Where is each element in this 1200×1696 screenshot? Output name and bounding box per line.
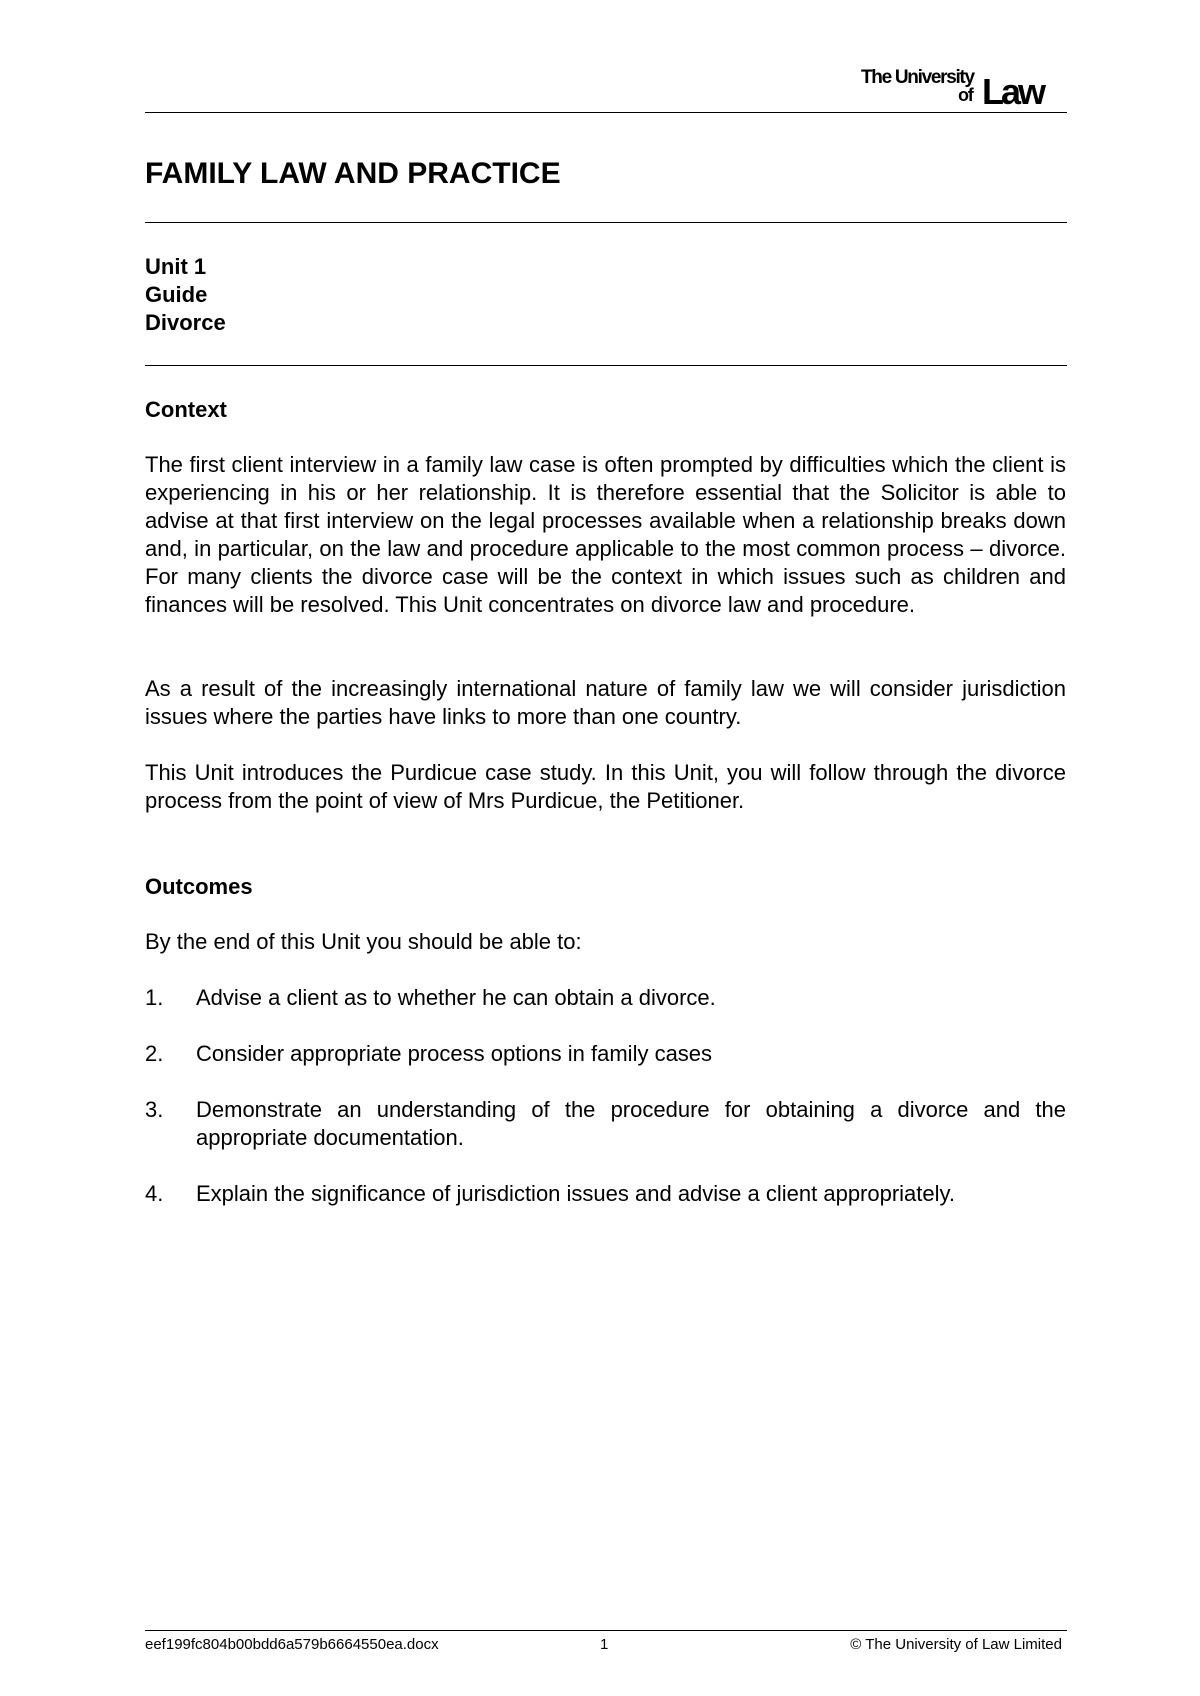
- outcomes-intro: By the end of this Unit you should be able to:: [145, 929, 582, 954]
- logo-text-law: Law: [982, 71, 1044, 112]
- context-paragraph-2: As a result of the increasingly international nature of family law we will consider jurisdiction issues where the parties have links to more than one country.: [145, 676, 1066, 729]
- unit-topic: Divorce: [145, 310, 226, 335]
- title-rule: [145, 222, 1067, 223]
- outcome-item: [145, 984, 1066, 1012]
- outcome-item: [145, 1040, 1066, 1068]
- outcome-item: [145, 1180, 1066, 1208]
- outcomes-heading: Outcomes: [145, 874, 253, 899]
- outcome-text: Consider appropriate process options in family cases: [196, 1041, 713, 1066]
- context-heading: Context: [145, 397, 227, 422]
- outcome-text: Advise a client as to whether he can obtain a divorce.: [196, 985, 716, 1010]
- logo-text-the-university: The University: [861, 67, 974, 88]
- document-title: FAMILY LAW AND PRACTICE: [145, 157, 561, 190]
- unit-number: Unit 1: [145, 254, 207, 279]
- outcome-number: 3.: [145, 1097, 164, 1122]
- logo-text-of: of: [958, 85, 973, 105]
- outcome-text: Explain the significance of jurisdiction issues and advise a client appropriately.: [196, 1181, 956, 1206]
- header-rule: [145, 112, 1067, 113]
- unit-guide-label: Guide: [145, 282, 208, 307]
- outcome-text: Demonstrate an understanding of the procedure for obtaining a divorce and the appropriate documentation.: [196, 1097, 1066, 1150]
- footer-page-number: 1: [600, 1636, 609, 1653]
- context-paragraph-1: The first client interview in a family law case is often prompted by difficulties which the client is experiencing in his or her relationship. It is therefore essential that the Solicitor is able to advise at that first interview on the legal processes available when a relationship breaks down and, in particular, on the law and procedure applicable to the most common process – divorce. For many clients the divorce case will be the context in which issues such as children and finances will be resolved. This Unit concentrates on divorce law and procedure.: [145, 452, 1066, 617]
- footer-copyright: © The University of Law Limited: [850, 1636, 1062, 1653]
- context-paragraph-3: This Unit introduces the Purdicue case study. In this Unit, you will follow through the divorce process from the point of view of Mrs Purdicue, the Petitioner.: [145, 760, 1066, 813]
- outcome-number: 2.: [145, 1041, 164, 1066]
- outcome-number: 1.: [145, 985, 164, 1010]
- university-of-law-logo: [860, 64, 1067, 112]
- footer-rule: [145, 1630, 1067, 1631]
- unit-rule: [145, 365, 1067, 366]
- outcome-number: 4.: [145, 1181, 164, 1206]
- footer-filename: eef199fc804b00bdd6a579b6664550ea.docx: [145, 1636, 439, 1653]
- unit-info: [145, 253, 226, 337]
- outcome-item: [145, 1096, 1066, 1152]
